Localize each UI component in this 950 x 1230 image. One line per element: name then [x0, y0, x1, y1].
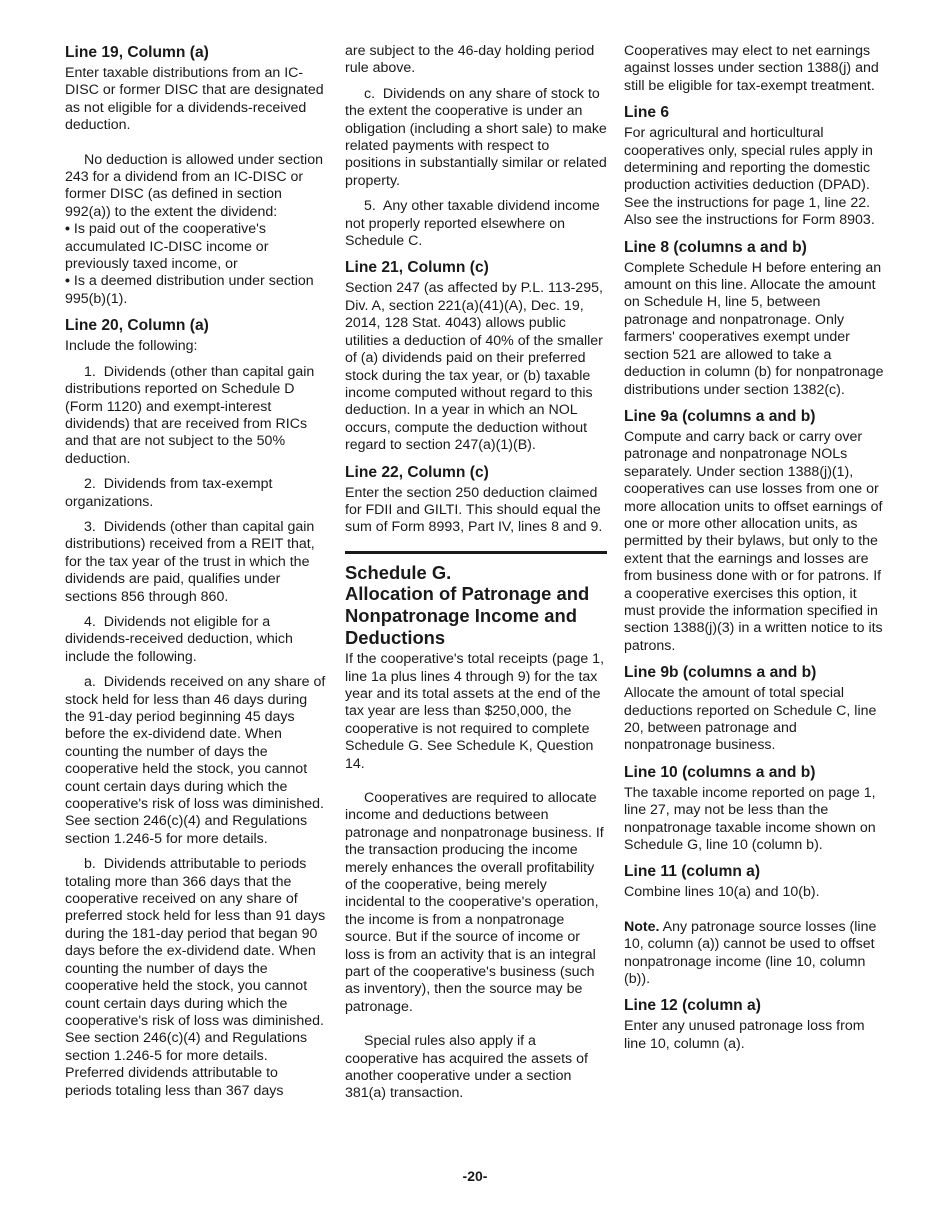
paragraph: No deduction is allowed under section 243 for a dividend from an IC-DISC or former DISC (as defined in section 992(a)) to the extent the dividend:	[65, 151, 323, 220]
list-item: 2. Dividends from tax-exempt organizations.	[65, 476, 273, 510]
column-middle	[345, 43, 607, 1111]
paragraph: Cooperatives may elect to net earnings against losses under section 1388(j) and still be eligible for tax-exempt treatment.	[624, 43, 879, 94]
bullet-item: • Is a deemed distribution under section 995(b)(1).	[65, 273, 314, 307]
paragraph: Cooperatives are required to allocate income and deductions between patronage and nonpatronage business. If the transaction producing the income merely enhances the overall profitability of the cooperative, being merely incidental to the cooperative's operation, the income is from a nonpatronage source. But if the source of income or loss is from an activity that is an integral part of the cooperative's business (such as inventory), then the source may be patronage.	[345, 789, 604, 1015]
paragraph: Enter taxable distributions from an IC-DISC or former DISC that are designated as not eligible for a dividends-received deduction.	[65, 65, 324, 134]
note-label: Note.	[624, 918, 660, 935]
heading-line-19: Line 19, Column (a)	[65, 44, 209, 61]
heading-line-20: Line 20, Column (a)	[65, 317, 209, 335]
heading-line-12: Line 12 (column a)	[624, 997, 761, 1015]
bullet-icon: •	[65, 273, 70, 290]
list-item: 4. Dividends not eligible for a dividends-received deduction, which include the following.	[65, 613, 293, 665]
page-number: -20-	[462, 1168, 488, 1184]
heading-line-9b: Line 9b (columns a and b)	[624, 664, 817, 682]
heading-line-22: Line 22, Column (c)	[345, 463, 489, 481]
paragraph: For agricultural and horticultural cooperatives only, special rules apply in determining and reporting the domestic production activities deduction (DPAD). See the instructions for page 1, line 22. Also see the instructions for Form 8903.	[624, 125, 875, 229]
heading-line-10: Line 10 (columns a and b)	[624, 763, 816, 781]
paragraph: Complete Schedule H before entering an amount on this line. Allocate the amount on Schedule H, line 5, between patronage and nonpatronage. Only farmers' cooperatives exempt under section 521 are allowed to take a deduction in column (b) for nonpatronage distributions under section 1382(c).	[624, 259, 884, 398]
paragraph: Special rules also apply if a cooperative has acquired the assets of another cooperative under a section 381(a) transaction.	[345, 1033, 588, 1102]
paragraph: If the cooperative's total receipts (page 1, line 1a plus lines 4 through 9) for the tax year and its total assets at the end of the tax year are less than $250,000, the cooperative is not required to complete Schedule G. See Schedule K, Question 14.	[345, 651, 605, 772]
list-item: 3. Dividends (other than capital gain distributions) received from a REIT that, for the tax year of the trust in which the dividends are paid, qualifies under sections 856 through 860.	[65, 518, 315, 605]
paragraph: Compute and carry back or carry over patronage and nonpatronage NOLs separately. Under section 1388(j)(1), cooperatives can use losses from one or more allocation units to offset earnings of one or more other allocation units, as permitted by their bylaws, but only to the extent that the earnings and losses are from business done with or for patrons. If a cooperative exercises this option, it must provide the information specified in section 1388(j)(3) in a written notice to its patrons.	[624, 428, 883, 654]
paragraph: Section 247 (as affected by P.L. 113-295, Div. A, section 221(a)(41)(A), Dec. 19, 2014, 128 Stat. 4043) allows public utilities a deduction of 40% of the smaller of (a) dividends paid on their preferred stock during the tax year, or (b) taxable income computed without regard to this deduction. In a year in which an NOL occurs, compute the deduction without regard to section 247(a)(1)(B).	[345, 280, 603, 454]
heading-schedule-g: Schedule G. Allocation of Patronage and Nonpatronage Income and Deductions	[345, 561, 590, 648]
paragraph: are subject to the 46-day holding period rule above.	[345, 43, 595, 77]
section-divider	[345, 551, 607, 554]
list-item: c. Dividends on any share of stock to the extent the cooperative is under an obligation (including a short sale) to make related payments with respect to positions in substantially similar or related property.	[345, 85, 607, 189]
list-item: 1. Dividends (other than capital gain distributions reported on Schedule D (Form 1120) and exempt-interest dividends) that are received from RICs and that are not subject to the 50% deduction.	[65, 363, 315, 467]
list-item: 5. Any other taxable dividend income not properly reported elsewhere on Schedule C.	[345, 198, 600, 250]
note: Note. Any patronage source losses (line 10, column (a)) cannot be used to offset nonpatronage income (line 10, column (b)).	[624, 918, 877, 988]
heading-line-11: Line 11 (column a)	[624, 863, 761, 881]
heading-line-21: Line 21, Column (c)	[345, 259, 489, 277]
heading-line-8: Line 8 (columns a and b)	[624, 238, 807, 256]
heading-line-6: Line 6	[624, 104, 670, 122]
column-left	[65, 43, 327, 1108]
paragraph: Enter any unused patronage loss from line 10, column (a).	[624, 1018, 865, 1052]
paragraph: Allocate the amount of total special deductions reported on Schedule C, line 20, between patronage and nonpatronage business.	[624, 685, 877, 754]
heading-line-9a: Line 9a (columns a and b)	[624, 407, 816, 425]
bullet-icon: •	[65, 221, 70, 238]
paragraph: Enter the section 250 deduction claimed for FDII and GILTI. This should equal the sum of Form 8993, Part IV, lines 8 and 9.	[345, 484, 603, 536]
list-item: a. Dividends received on any share of stock held for less than 46 days during the 91-day period beginning 45 days before the ex-dividend date. When counting the number of days the cooperative held the stock, you cannot count certain days during which the cooperative's risk of loss was diminished. See section 246(c)(4) and Regulations section 1.246-5 for more details.	[65, 674, 326, 847]
paragraph: Include the following:	[65, 338, 198, 355]
column-right	[624, 43, 886, 1061]
paragraph: The taxable income reported on page 1, line 27, may not be less than the nonpatronage taxable income shown on Schedule G, line 10 (column b).	[624, 784, 876, 854]
bullet-item: • Is paid out of the cooperative's accumulated IC-DISC income or previously taxed income, or	[65, 221, 269, 273]
list-item: b. Dividends attributable to periods totaling more than 366 days that the cooperative received on any share of preferred stock held for less than 91 days during the 181-day period that began 90 days before the ex-dividend date. When counting the number of days the cooperative held the stock, you cannot count certain days during which the cooperative's risk of loss was diminished. See section 246(c)(4) and Regulations section 1.246-5 for more details. Preferred dividends attributable to periods totaling less than 367 days	[65, 856, 326, 1099]
paragraph: Combine lines 10(a) and 10(b).	[624, 884, 820, 901]
